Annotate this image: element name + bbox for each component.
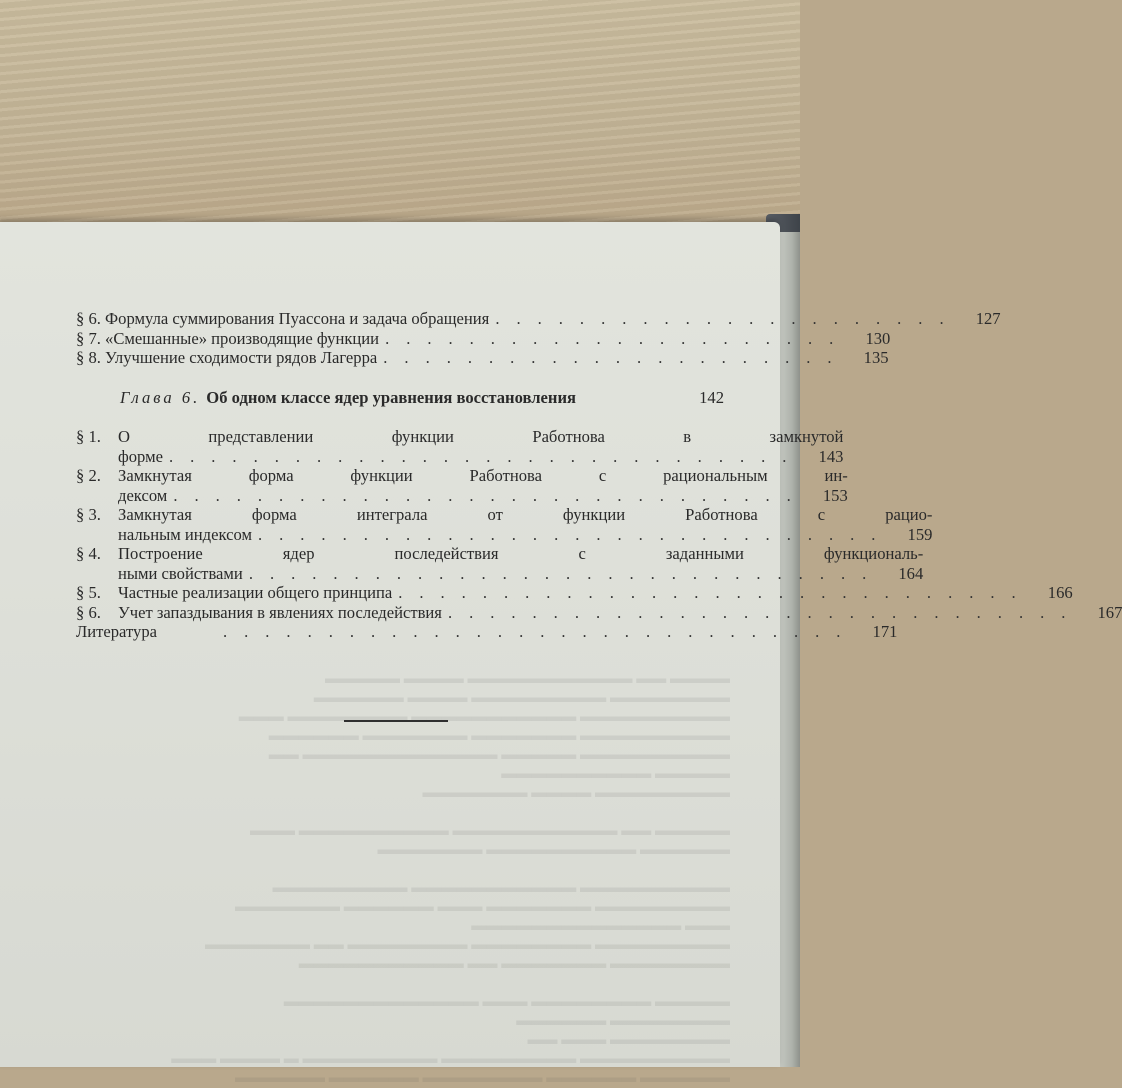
section-number: § 6. (76, 309, 101, 328)
table-of-contents (76, 309, 1122, 642)
leader-dots: .............................. (222, 622, 858, 641)
section-title-line: Замкнутая форма интеграла от функции Работнова с рацио- (118, 505, 933, 524)
section-title-line: Частные реализации общего принципа (118, 583, 393, 602)
section-number: § 3. (76, 505, 101, 524)
page-number: 166 (1047, 583, 1073, 602)
toc-item[interactable] (76, 505, 933, 544)
toc-row[interactable] (76, 348, 889, 368)
page-number: 135 (863, 348, 889, 367)
section-title: «Смешанные» производящие функции (105, 328, 380, 348)
horizontal-rule (344, 720, 448, 722)
chapter-heading[interactable] (76, 388, 724, 408)
section-title-line: нальным индексом (118, 524, 252, 544)
page-number: 164 (898, 563, 924, 583)
section-title: Формула суммирования Пуассона и задача обращения (105, 309, 490, 328)
page-number: 167 (1097, 602, 1122, 622)
leader-dots: .............................. (447, 602, 1083, 622)
literature-title: Литература (76, 622, 157, 641)
section-title-line: дексом (118, 485, 168, 505)
page-number: 159 (907, 524, 933, 544)
leader-dots: .............................. (398, 583, 1033, 602)
page-number: 143 (818, 446, 844, 466)
leader-dots: ...................... (383, 348, 849, 367)
wooden-table-background (0, 0, 800, 240)
chapter-label: Глава 6. (120, 387, 201, 407)
leader-dots: .............................. (168, 446, 804, 466)
section-number: § 8. (76, 348, 101, 367)
section-title-line: О представлении функции Работнова в замкнутой (118, 427, 844, 446)
leader-dots: ...................... (495, 309, 961, 328)
leader-dots: .............................. (248, 563, 884, 583)
toc-item[interactable] (76, 544, 924, 583)
chapter-title: Об одном классе ядер уравнения восстановления (206, 387, 577, 407)
section-title-line: ными свойствами (118, 563, 243, 583)
toc-item[interactable] (76, 602, 1122, 623)
section-title-line: Учет запаздывания в явлениях последействия (118, 602, 442, 622)
page-number: 130 (865, 328, 891, 348)
leader-dots: ...................... (385, 328, 851, 348)
page-number: 142 (699, 387, 724, 407)
toc-row[interactable] (76, 309, 1001, 329)
toc-row[interactable] (76, 328, 891, 349)
toc-item[interactable] (76, 427, 844, 466)
section-number: § 1. (76, 427, 101, 446)
leader-dots: .............................. (257, 524, 893, 544)
toc-item[interactable] (76, 583, 1073, 603)
bleed-through-text: ▬▬▬▬▬▬ ▬▬▬▬▬▬ ▬▬▬▬▬▬▬▬ ▬▬▬▬▬▬ ▬▬▬▬▬▬ (235, 1070, 730, 1086)
section-number: § 4. (76, 544, 101, 563)
section-title-line: Построение ядер последействия с заданными функциональ- (118, 544, 924, 563)
section-number: § 2. (76, 466, 101, 485)
literature-row[interactable] (76, 622, 898, 642)
section-title-line: Замкнутая форма функции Работнова с рациональным ин- (118, 466, 848, 485)
leader-dots: .............................. (173, 485, 808, 505)
section-number: § 5. (76, 583, 101, 602)
page-number: 153 (822, 485, 848, 505)
page-number: 171 (872, 622, 898, 641)
page-number: 127 (975, 309, 1001, 328)
section-title: Улучшение сходимости рядов Лагерра (105, 348, 378, 367)
section-number: § 7. (76, 328, 101, 348)
toc-item[interactable] (76, 466, 848, 505)
section-number: § 6. (76, 602, 101, 622)
section-title-line: форме (118, 446, 163, 466)
